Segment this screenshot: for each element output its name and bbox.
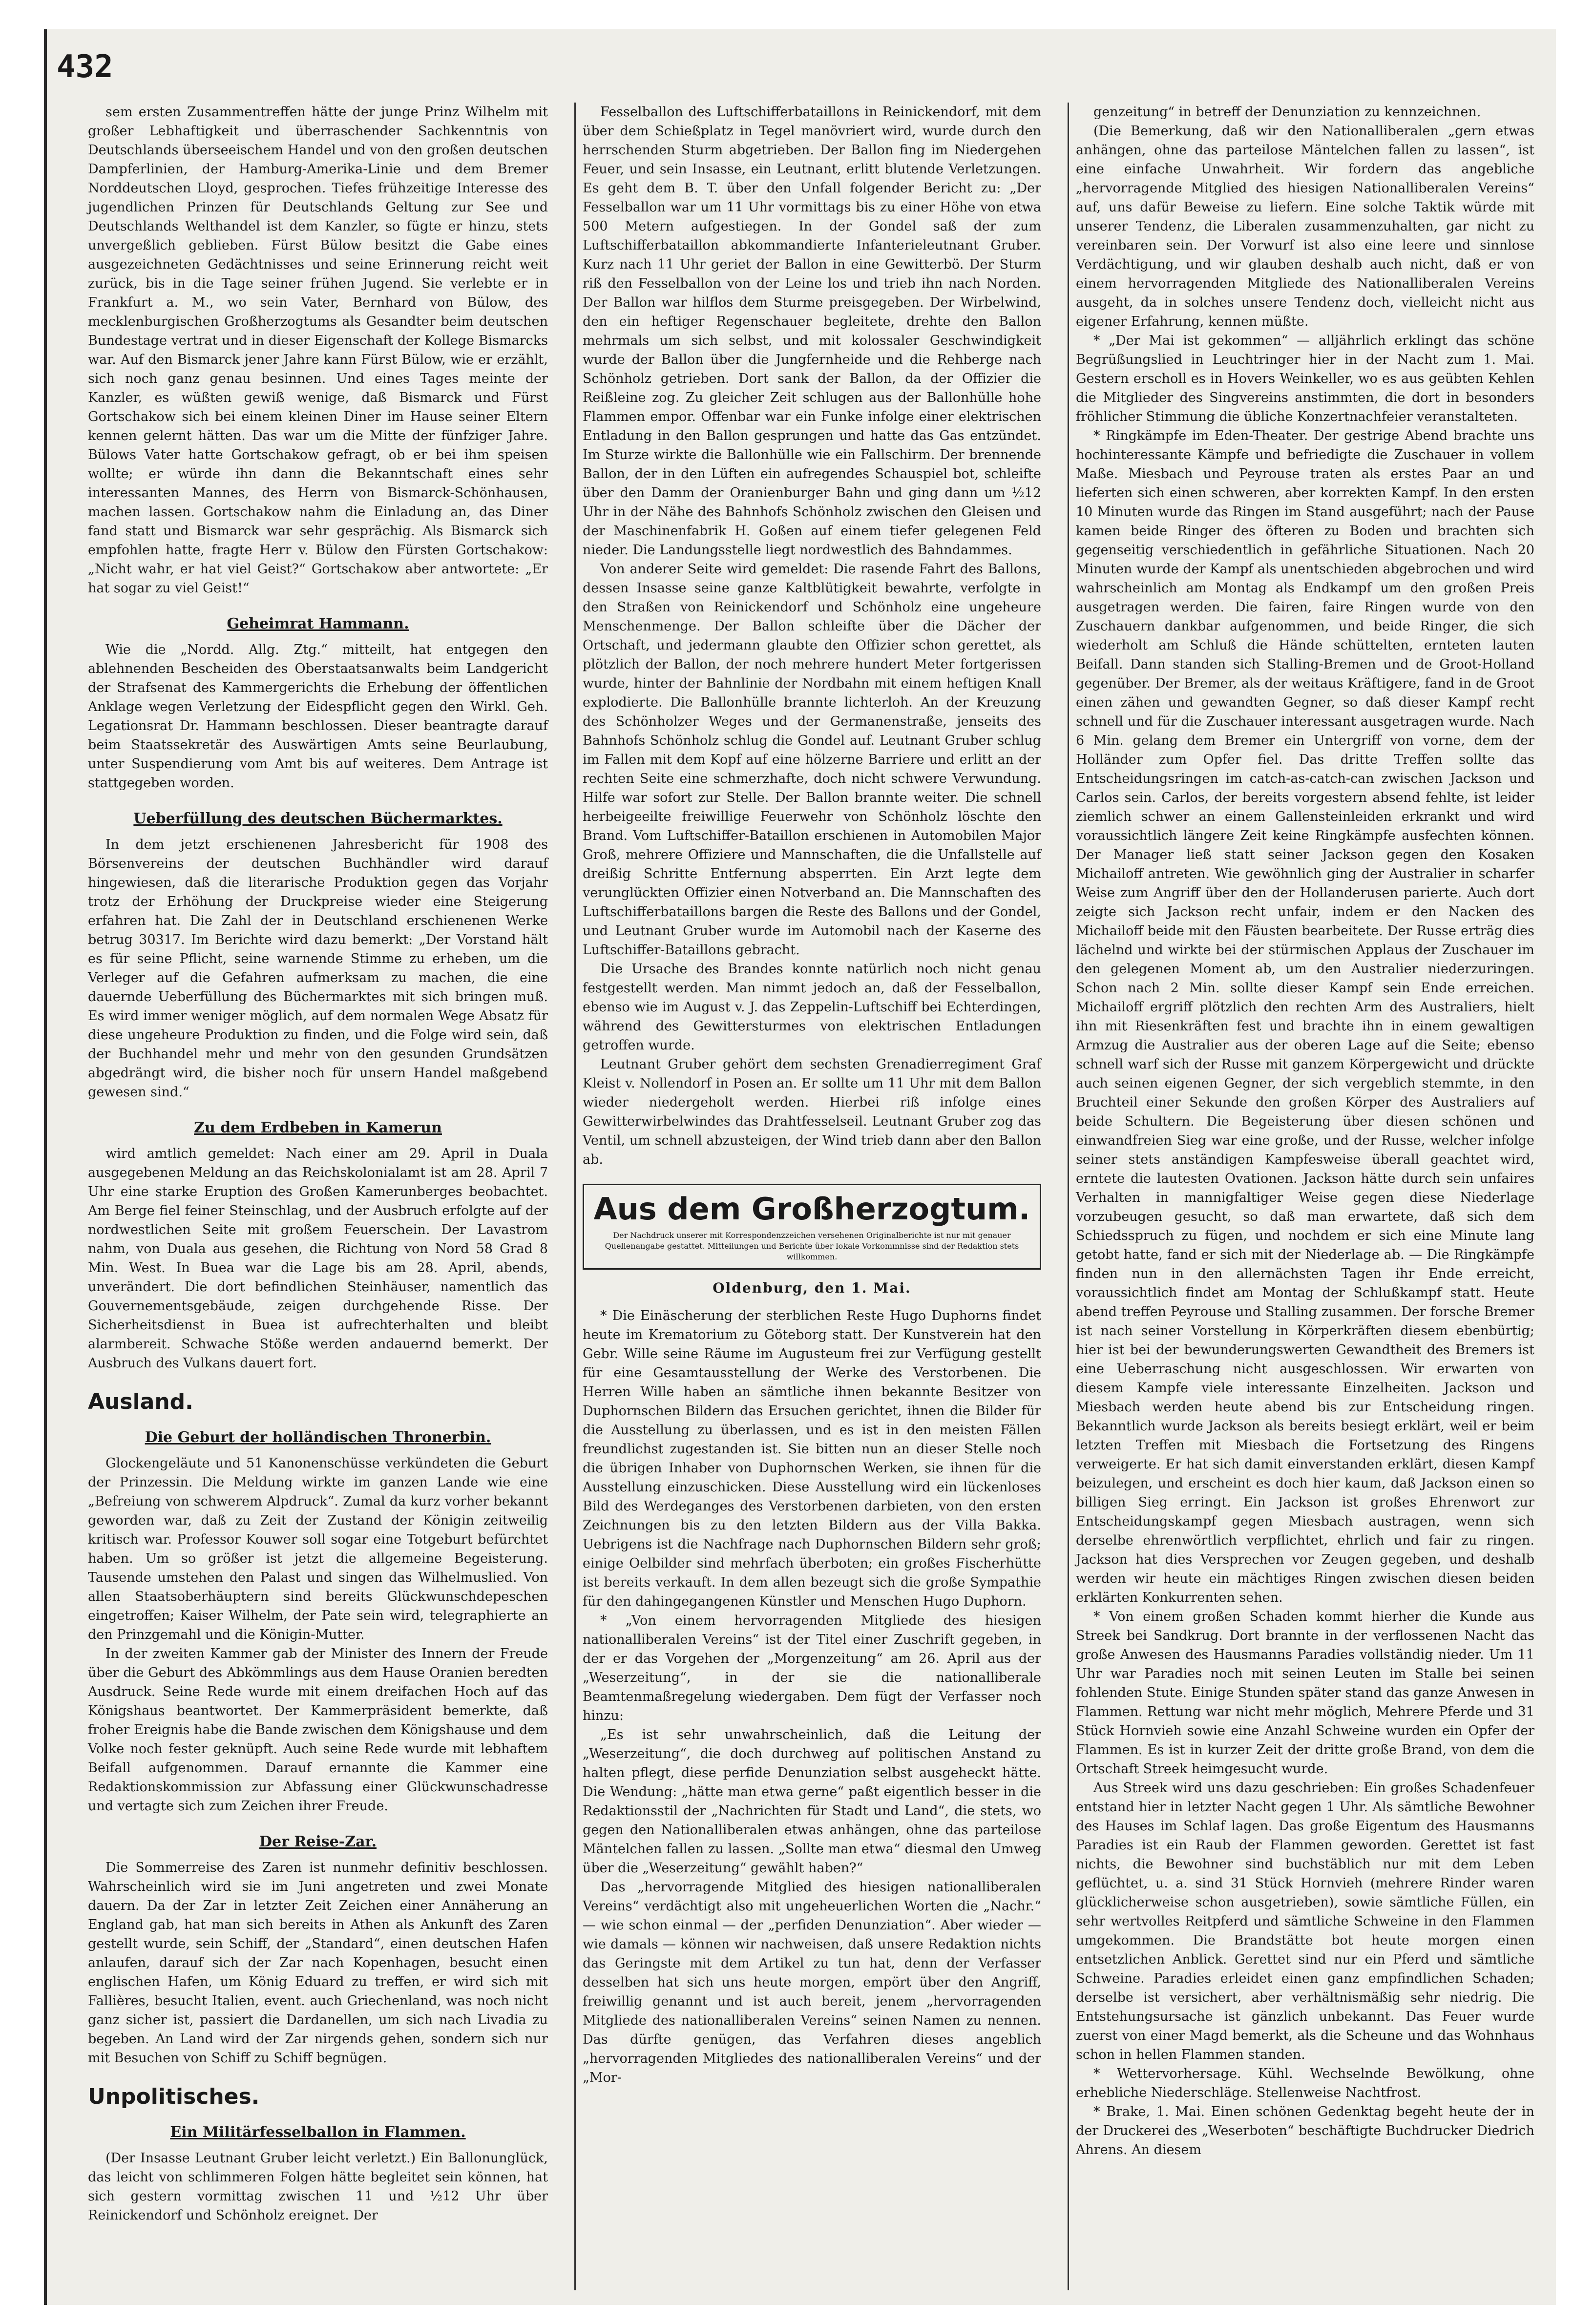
- article-paragraph: Das „hervorragende Mitglied des hiesigen nationalliberalen Vereins“ verdächtigt also mit ungeheuerlichen Worten die „Nachr.“ — wie schon einmal — der „perfiden Denunziation“. Aber wieder — wie damals — können wir nachweisen, daß unsere Redaktion nichts das Geringste mit dem Artikel zu tun hat, denn der Verfasser desselben hat sich uns heute morgen, empört über den Angriff, freiwillig genannt und ist auch bereit, jenem „hervorragenden Mitgliede des nationalliberalen Vereins“ seinen Namen zu nennen. Das dürfte genügen, das Verfahren dieses angeblich „hervorragenden Mitgliedes des nationalliberalen Vereins“ und der „Mor-: [583, 1880, 1041, 2085]
- article-paragraph: wird amtlich gemeldet: Nach einer am 29. April in Duala ausgegebenen Meldung an das Reichskolonialamt ist am 28. April 7 Uhr eine starke Eruption des Großen Kamerunberges beobachtet. Am Berge fiel feiner Steinschlag, und der Ausbruch erfolgte auf der nordwestlichen Seite mit großem Feuerschein. Der Lavastrom nahm, von Duala aus gesehen, die Richtung von Nord 58 Grad 8 Min. West. In Buea war die Lage bis am 28. April, abends, unverändert. Die dort befindlichen Steinhäuser, namentlich das Gouvernementsgebäude, zeigen durchgehende Risse. Der Sicherheitsdienst in Buea ist aufrechterhalten und bleibt alarmbereit. Schwache Stöße werden andauernd bemerkt. Der Ausbruch des Vulkans dauert fort.: [88, 1146, 548, 1371]
- article-paragraph: * „Von einem hervorragenden Mitgliede des hiesigen nationalliberalen Vereins“ ist der Titel einer Zuschrift gegeben, in der er das Vorgehen der „Morgenzeitung“ am 26. April aus der „Weserzeitung“, in der sie die nationalliberale Beamtenmaßregelung wiedergaben. Dem fügt der Verfasser noch hinzu:: [583, 1613, 1041, 1723]
- dateline: Oldenburg, den 1. Mai.: [713, 1280, 911, 1296]
- article-paragraph: * Die Einäscherung der sterblichen Reste Hugo Duphorns findet heute im Krematorium zu Göteborg statt. Der Kunstverein hat den Gebr. Wille seine Räume im Augusteum frei zur Verfügung gestellt für eine Gesamtausstellung der Werke des Verstorbenen. Die Herren Wille haben an sämtliche ihnen bekannte Besitzer von Duphornschen Bildern das Ersuchen gerichtet, ihnen die Bilder für die Ausstellung zu überlassen, und es ist in den meisten Fällen freundlichst zugestanden ist. Sie bitten nun an dieser Stelle noch die übrigen Inhaber von Duphornschen Werken, sie ihnen für die Ausstellung einzuschicken. Diese Ausstellung wird ein lückenloses Bild des Werdeganges des Verstorbenen darbieten, von den ersten Zeichnungen bis zu den letzten Bildern aus der Villa Bakka. Uebrigens ist die Nachfrage nach Duphornschen Bildern sehr groß; einige Oelbilder sind mehrfach überboten; ein großes Fischerhütte ist bereits verkauft. In dem allen bezeugt sich die große Sympathie für den dahingegangenen Künstler und Menschen Hugo Duphorn.: [583, 1308, 1041, 1609]
- article-paragraph: Fesselballon des Luftschifferbataillons in Reinickendorf, mit dem über dem Schießplatz in Tegel manövriert wird, wurde durch den herrschenden Sturm abgetrieben. Der Ballon fing im Niedergehen Feuer, und sein Insasse, ein Leutnant, erlitt blutende Verletzungen. Es geht dem B. T. über den Unfall folgender Bericht zu: „Der Fesselballon war um 11 Uhr vormittags bis zu einer Höhe von etwa 500 Metern aufgestiegen. In der Gondel saß der zum Luftschifferbataillon abkommandierte Infanterieleutnant Gruber. Kurz nach 11 Uhr geriet der Ballon in eine Gewitterbö. Der Sturm riß den Fesselballon von der Leine los und trieb ihn nach Norden. Der Ballon war hilflos dem Sturme preisgegeben. Der Wirbelwind, den ein heftiger Regenschauer begleitete, drehte den Ballon mehrmals um sich selbst, und mit kolossaler Geschwindigkeit wurde der Ballon über die Jungfernheide und die Rehberge nach Schönholz getrieben. Dort sank der Ballon, da der Offizier die Reißleine zog. Zu gleicher Zeit schlugen aus der Ballonhülle hohe Flammen empor. Offenbar war ein Funke infolge einer elektrischen Entladung in den Ballon gesprungen und hatte das Gas entzündet. Im Sturze wirkte die Ballonhülle wie ein Fallschirm. Der brennende Ballon, der in den Lüften ein aufregendes Schauspiel bot, schleifte über den Damm der Oranienburger Bahn und ging dann um ½12 Uhr in der Nähe des Bahnhofs Schönholz zwischen den Gleisen und der Maschinenfabrik H. Goßen auf einem tiefer gelegenen Feld nieder. Die Landungsstelle liegt nordwestlich des Bahndammes.: [583, 105, 1041, 558]
- article-paragraph: In dem jetzt erschienenen Jahresbericht für 1908 des Börsenvereins der deutschen Buchhändler wird darauf hingewiesen, daß die literarische Produktion gegen das Vorjahr trotz der Erhöhung der Druckpreise wieder eine Steigerung erfahren hat. Die Zahl der in Deutschland erschienenen Werke betrug 30317. Im Berichte wird dazu bemerkt: „Der Vorstand hält es für seine Pflicht, seine warnende Stimme zu erheben, um die Verleger auf die Gefahren aufmerksam zu machen, die eine dauernde Ueberfüllung des Büchermarktes mit sich bringen muß. Es wird immer weniger möglich, auf dem normalen Wege Absatz für diese ungeheure Produktion zu finden, und die Folge wird sein, daß der Buchhandel mehr und mehr von den gesunden Grundsätzen abgedrängt wird, die bisher noch für unsern Handel maßgebend gewesen sind.“: [88, 837, 548, 1100]
- section-heading: Unpolitisches.: [88, 2084, 260, 2109]
- article-paragraph: Leutnant Gruber gehört dem sechsten Grenadierregiment Graf Kleist v. Nollendorf in Posen an. Er sollte um 11 Uhr mit dem Ballon wieder niedergeholt werden. Hierbei riß infolge eines Gewitterwirbelwindes das Drahtfesselseil. Leutnant Gruber zog das Ventil, um schnell abzusteigen, der Wind trieb dann aber den Ballon ab.: [583, 1057, 1041, 1167]
- column-2: [574, 103, 1048, 2290]
- section-banner: [583, 1184, 1041, 1270]
- newspaper-page: [44, 29, 1556, 2305]
- article-headline: Ueberfüllung des deutschen Büchermarktes.: [133, 810, 503, 827]
- article-paragraph: (Die Bemerkung, daß wir den Nationalliberalen „gern etwas anhängen, ohne das parteilose Mäntelchen fallen zu lassen“, ist eine einfache Unwahrheit. Wir fordern das angebliche „hervorragende Mitglied des hiesigen Nationalliberalen Vereins“ auf, uns dafür Beweise zu liefern. Eine solche Taktik würde mit unserer Tendenz, die Liberalen zusammenzuhalten, gar nicht zu vereinbaren sein. Der Vorwurf ist also eine leere und sinnlose Verdächtigung, und wir glauben deshalb auch nicht, daß er von einem hervorragenden Mitgliede des Nationalliberalen Vereins ausgeht, da in solches unsere Tendenz doch, vielleicht nicht aus eigener Erfahrung, kennen müßte.: [1076, 124, 1534, 329]
- article-headline: Die Geburt der holländischen Thronerbin.: [145, 1429, 491, 1446]
- article-paragraph: „Es ist sehr unwahrscheinlich, daß die Leitung der „Weserzeitung“, die doch durchweg auf politischen Anstand zu halten pflegt, diese perfide Denunziation selbst ausgeheckt hätte. Die Wendung: „hätte man etwa gerne“ paßt eigentlich besser in die Redaktionsstil der „Nachrichten für Stadt und Land“, die stets, wo gegen den Nationalliberalen etwas anhängen, ohne das parteilose Mäntelchen fallen zu lassen. „Sollte man etwa“ diesmal den Umweg über die „Weserzeitung“ gewählt haben?“: [583, 1727, 1041, 1876]
- article-paragraph: * Brake, 1. Mai. Einen schönen Gedenktag begeht heute der in der Druckerei des „Weserboten“ beschäftigte Buchdrucker Diedrich Ahrens. An diesem: [1076, 2104, 1534, 2157]
- article-paragraph: Aus Streek wird uns dazu geschrieben: Ein großes Schadenfeuer entstand hier in letzter Nacht gegen 1 Uhr. Als sämtliche Bewohner des Hauses im Schlaf lagen. Das große Eigentum des Hausmanns Paradies ist ein Raub der Flammen geworden. Gerettet ist fast nichts, die Bewohner sind buchstäblich nur mit dem Leben geflüchtet, u. a. sind 31 Stück Hornvieh (mehrere Rinder waren glücklicherweise schon ausgetrieben), sowie sämtliche Füllen, ein sehr wertvolles Reitpferd und sämtliche Schweine in den Flammen umgekommen. Die Brandstätte bot heute morgen einen entsetzlichen Anblick. Gerettet sind nur ein Pferd und sämtliche Schweine. Paradies erleidet einen ganz empfindlichen Schaden; derselbe ist versichert, aber verhältnismäßig sehr niedrig. Die Entstehungsursache ist gänzlich unbekannt. Das Feuer wurde zuerst von einer Magd bemerkt, als die Scheune und das Wohnhaus schon in hellen Flammen standen.: [1076, 1780, 1534, 2062]
- article-headline: Geheimrat Hammann.: [227, 615, 409, 632]
- article-paragraph: Die Ursache des Brandes konnte natürlich noch nicht genau festgestellt werden. Man nimmt jedoch an, daß der Fesselballon, ebenso wie im August v. J. das Zeppelin-Luftschiff bei Echterdingen, während des Gewittersturmes von elektrischen Entladungen getroffen wurde.: [583, 962, 1041, 1053]
- column-3: [1068, 103, 1541, 2290]
- article-paragraph: Die Sommerreise des Zaren ist nunmehr definitiv beschlossen. Wahrscheinlich wird sie im Juni angetreten und zwei Monate dauern. Da der Zar in letzter Zeit Zeichen einer Annäherung an England gab, hat man sich bereits in Athen als Ankunft des Zaren gestellt wurde, sein Schiff, der „Standard“, einen deutschen Hafen anlaufen, darauf sich der Zar nach Kopenhagen, besucht einen englischen Hafen, um König Eduard zu treffen, er wird sich mit Fallières, besucht Italien, event. auch Griechenland, was noch nicht ganz sicher ist, passiert die Dardanellen, um sich nach Livadia zu begeben. An Land wird der Zar nirgends gehen, sondern sich nur mit Besuchen von Schiff zu Schiff begnügen.: [88, 1860, 548, 2066]
- column-1: [81, 103, 555, 2290]
- page-number: 432: [57, 49, 113, 85]
- article-headline: Zu dem Erdbeben in Kamerun: [194, 1119, 442, 1136]
- article-headline: Der Reise-Zar.: [259, 1833, 377, 1850]
- article-paragraph: (Der Insasse Leutnant Gruber leicht verletzt.) Ein Ballonunglück, das leicht von schlimmeren Folgen hätte begleitet sein können, hat sich gestern vormittag zwischen 11 und ½12 Uhr über Reinickendorf und Schönholz ereignet. Der: [88, 2151, 548, 2223]
- article-paragraph: * Von einem großen Schaden kommt hierher die Kunde aus Streek bei Sandkrug. Dort brannte in der verflossenen Nacht das große Anwesen des Hausmanns Paradies vollständig nieder. Um 11 Uhr war Paradies noch mit seinen Leuten im Stalle bei seinen fohlenden Stute. Einige Stunden später stand das ganze Anwesen in Flammen. Rettung war nicht mehr möglich, Mehrere Pferde und 31 Stück Hornvieh sowie eine Anzahl Schweine wurden ein Opfer der Flammen. Es ist in kurzer Zeit der dritte große Brand, von dem die Ortschaft Streek heimgesucht wurde.: [1076, 1609, 1534, 1777]
- article-paragraph: Von anderer Seite wird gemeldet: Die rasende Fahrt des Ballons, dessen Insasse seine ganze Kaltblütigkeit bewahrte, verfolgte in den Straßen von Reinickendorf und Schönholz eine ungeheure Menschenmenge. Der Ballon schleifte über die Dächer der Ortschaft, und jedermann glaubte den Offizier schon gerettet, als plötzlich der Ballon, der noch mehrere hundert Meter fortgerissen wurde, hinter der Bahnlinie der Nordbahn mit einem heftigen Knall explodierte. Die Ballonhülle brannte lichterloh. An der Kreuzung des Schönholzer Weges und der Germanenstraße, jenseits des Bahnhofs Schönholz schlug die Gondel auf. Leutnant Gruber schlug im Fallen mit dem Kopf auf eine hölzerne Barriere und erlitt an der rechten Seite eine schmerzhafte, doch nicht schwere Verwundung. Hilfe war sofort zur Stelle. Der Ballon brannte weiter. Die schnell herbeigeeilte freiwillige Feuerwehr von Schönholz löschte den Brand. Vom Luftschiffer-Bataillon erschienen in Automobilen Major Groß, mehrere Offiziere und Mannschaften, die die Unfallstelle auf dreißig Schritte Entfernung absperrten. Ein Arzt legte dem verunglückten Offizier einen Notverband an. Die Mannschaften des Luftschifferbataillons bargen die Reste des Ballons und der Gondel, und Leutnant Gruber wurde im Automobil nach der Kaserne des Luftschiffer-Bataillons gebracht.: [583, 562, 1041, 958]
- banner-title: Aus dem Großherzogtum.: [593, 1191, 1030, 1227]
- article-paragraph: Wie die „Nordd. Allg. Ztg.“ mitteilt, hat entgegen den ablehnenden Bescheiden des Oberstaatsanwalts beim Landgericht der Strafsenat des Kammergerichts die Erhebung der öffentlichen Anklage wegen Verletzung der Eidespflicht gegen den Wirkl. Geh. Legationsrat Dr. Hammann beschlossen. Dieser beantragte darauf beim Staatssekretär des Auswärtigen Amts seine Beurlaubung, unter Suspendierung vom Amt bis auf weiteres. Dem Antrage ist stattgegeben worden.: [88, 642, 548, 791]
- article-paragraph: sem ersten Zusammentreffen hätte der junge Prinz Wilhelm mit großer Lebhaftigkeit und überraschender Sachkenntnis von Deutschlands überseeischem Handel und von den großen deutschen Dampferlinien, der Hamburg-Amerika-Linie und dem Bremer Norddeutschen Lloyd, gesprochen. Tiefes frühzeitige Interesse des jugendlichen Prinzen für Deutschlands Geltung zur See und Deutschlands Welthandel ist dem Kanzler, so fügte er hinzu, stets unvergeßlich geblieben. Fürst Bülow besitzt die Gabe eines ausgezeichneten Gedächtnisses und seine Erinnerung reicht weit zurück, bis in die Tage seiner frühen Jugend. Sie verlebte er in Frankfurt a. M., wo sein Vater, Bernhard von Bülow, des mecklenburgischen Großherzogtums als Gesandter beim deutschen Bundestage vertrat und in dieser Eigenschaft der Kollege Bismarcks war. Auf den Bismarck jener Jahre kann Fürst Bülow, wie er erzählt, sich noch ganz genau besinnen. Und eines Tages meinte der Kanzler, es wüßten gewiß wenige, daß Bismarck und Fürst Gortschakow sich bei einem kleinen Diner im Hause seiner Eltern kennen gelernt hätten. Das war um die Mitte der fünfziger Jahre. Bülows Vater hatte Gortschakow gefragt, ob er bei ihm speisen wollte; er würde ihn dann die Bekanntschaft eines sehr interessanten Mannes, des Herrn von Bismarck-Schönhausen, machen lassen. Gortschakow nahm die Einladung an, das Diner fand statt und Bismarck war sehr gesprächig. Als Bismarck sich empfohlen hatte, fragte Herr v. Bülow den Fürsten Gortschakow: „Nicht wahr, er hat viel Geist?“ Gortschakow aber antwortete: „Er hat sogar zu viel Geist!“: [88, 105, 548, 596]
- section-heading: Ausland.: [88, 1389, 193, 1414]
- article-paragraph: * Wettervorhersage. Kühl. Wechselnde Bewölkung, ohne erhebliche Niederschläge. Stellenweise Nachtfrost.: [1076, 2066, 1534, 2100]
- banner-note: Der Nachdruck unserer mit Korrespondenzzeichen versehenen Originalberichte ist nur mit genauer Quellenangabe gestattet. Mitteilungen und Berichte über lokale Vorkommnisse sind der Redaktion stets willkommen.: [605, 1231, 1019, 1261]
- text-columns: [81, 103, 1541, 2290]
- article-paragraph: * „Der Mai ist gekommen“ — alljährlich erklingt das schöne Begrüßungslied in Leuchtringer hier in der Nacht zum 1. Mai. Gestern erscholl es in Hovers Weinkeller, wo es aus geübten Kehlen die Mitglieder des Singvereins anstimmten, die dort in besonders fröhlicher Stimmung die übliche Konzertnachfeier veranstalteten.: [1076, 333, 1534, 424]
- article-paragraph: * Ringkämpfe im Eden-Theater. Der gestrige Abend brachte uns hochinteressante Kämpfe und befriedigte die Zuschauer in vollem Maße. Miesbach und Peyrouse traten als erstes Paar an und lieferten sich einen schweren, aber korrekten Kampf. In den ersten 10 Minuten wurde das Ringen im Stand ausgeführt; nach der Pause kamen beide Ringer des öfteren zu Boden und brachten sich gegenseitig verschiedentlich in gefährliche Situationen. Nach 20 Minuten wurde der Kampf als unentschieden abgebrochen und wird wahrscheinlich am Montag als Endkampf um den großen Preis ausgetragen werden. Die fairen, faire Ringen wurde von den Zuschauern dankbar aufgenommen, und beide Ringer, die sich wiederholt am Schluß die Hände schüttelten, ernteten lauten Beifall. Dann standen sich Stalling-Bremen und de Groot-Holland gegenüber. Der Bremer, als der weitaus Kräftigere, fand in de Groot einen zähen und gewandten Gegner, so daß dieser Kampf recht schnell und für die Zuschauer interessant ausgetragen wurde. Nach 6 Min. gelang dem Bremer ein Untergriff von vorne, dem der Holländer zum Opfer fiel. Das dritte Treffen sollte das Entscheidungsringen im catch-as-catch-can zwischen Jackson und Carlos sein. Carlos, der bereits vorgestern absend fehlte, ist leider ziemlich schwer an einem Gallensteinleiden erkrankt und wird voraussichtlich längere Zeit keine Ringkämpfe ausfechten können. Der Manager ließ statt seiner Jackson gegen den Kosaken Michailoff antreten. Wie gewöhnlich ging der Australier in scharfer Weise zum Angriff über den der Hollanderusen parierte. Auch dort zeigte sich Jackson recht unfair, indem er den Nacken des Michailoff beide mit den Fäusten bearbeitete. Der Russe erträg dies lächelnd und wirkte bei der stürmischen Applaus der Zuschauer im den gelegenen Moment ab, um den Australier niederzuringen. Schon nach 2 Min. sollte dieser Kampf sein Ende erreichen. Michailoff ergriff plötzlich den rechten Arm des Australiers, hielt ihn mit Riesenkräften fest und brachte ihn in einem gewaltigen Armzug die Australier aus der oberen Lage auf die Seite; ebenso schnell warf sich der Russe mit ganzem Körpergewicht und drückte auch seinen eigenen Gegner, der sich vergeblich stemmte, in den Bruchteil einer Sekunde den großen Körper des Australiers auf beide Schultern. Die Begeisterung über diesen schönen und einwandfreien Sieg war eine große, und der Russe, welcher infolge seiner stets anständigen Kampfesweise überall geachtet wird, erntete die lautesten Ovationen. Jackson hätte durch sein unfaires Verhalten in mannigfaltiger Weise gegen diese Niederlage vorzubeugen gesucht, so daß man erwartete, daß sich dem Schiedsspruch zu fügen, und nochdem er sich eine Minute lang getobt hatte, fand er sich mit der Niederlage ab. — Die Ringkämpfe finden nun in den allernächsten Tagen ihr Ende erreicht, voraussichtlich findet am Montag der Schlußkampf statt. Heute abend treffen Peyrouse und Stalling zusammen. Der forsche Bremer ist nach seiner Vorstellung in Körperkräften diesem ebenbürtig; hier ist bei der bewunderungswerten Gewandtheit des Bremers ist eine Ueberraschung nicht ausgeschlossen. Wir erwarten von diesem Kampfe viele interessante Einzelheiten. Jackson und Miesbach werden heute abend bis zur Entscheidung ringen. Bekanntlich wurde Jackson als bereits besiegt erklärt, weil er beim letzten Treffen mit Miesbach die Fortsetzung des Ringens verweigerte. Er hat sich damit einverstanden erklärt, diesen Kampf beizulegen, und erscheint es doch hier kaum, daß Jackson einen so billigen Sieg erringt. Ein Jackson ist großes Ehrenwort zur Entscheidungskampf gegen Miesbach austragen, wenn sich derselbe ehrenwörtlich verpflichtet, ehrlich und fair zu ringen. Jackson hat dies Versprechen vor Zeugen gegeben, und deshalb werden wir heute ein mächtiges Ringen zwischen diesen beiden erklärten Konkurrenten sehen.: [1076, 428, 1534, 1605]
- article-paragraph: In der zweiten Kammer gab der Minister des Innern der Freude über die Geburt des Abkömmlings aus dem Hause Oranien beredten Ausdruck. Seine Rede wurde mit einem dreifachen Hoch auf das Königshaus beantwortet. Der Kammerpräsident bemerkte, daß froher Ereignis habe die Bande zwischen dem Königshause und dem Volke noch fester geknüpft. Auch seine Rede wurde mit lebhaftem Beifall aufgenommen. Darauf ernannte die Kammer eine Redaktionskommission zur Abfassung einer Glückwunschadresse und vertagte sich zum Zeichen ihrer Freude.: [88, 1646, 548, 1814]
- article-paragraph: genzeitung“ in betreff der Denunziation zu kennzeichnen.: [1093, 105, 1481, 120]
- article-headline: Ein Militärfesselballon in Flammen.: [170, 2124, 466, 2141]
- article-paragraph: Glockengeläute und 51 Kanonenschüsse verkündeten die Geburt der Prinzessin. Die Meldung wirkte im ganzen Lande wie eine „Befreiung von schwerem Alpdruck“. Zumal da kurz vorher bekannt geworden war, daß zu Zeit der Zustand der Königin zeitweilig kritisch war. Professor Kouwer soll sogar eine Totgeburt befürchtet haben. Um so größer ist jetzt die allgemeine Begeisterung. Tausende umstehen den Palast und singen das Wilhelmuslied. Von allen Staatsoberhäuptern sind bereits Glückwunschdepeschen eingetroffen; Kaiser Wilhelm, der Pate sein wird, telegraphierte an den Prinzgemahl und die Königin-Mutter.: [88, 1456, 548, 1642]
